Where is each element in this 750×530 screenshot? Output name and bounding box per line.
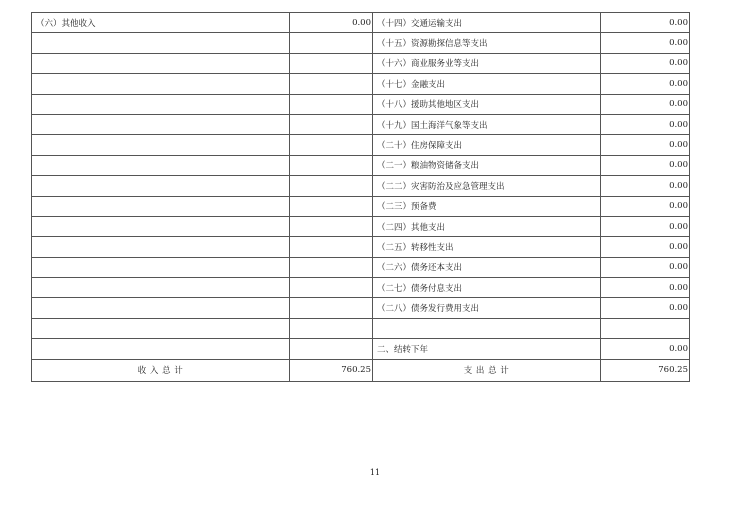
income-item-cell [32,318,290,338]
income-amount-cell [290,53,373,73]
income-amount-cell [290,196,373,216]
table-row [32,53,690,73]
expense-item-cell: （二五）转移性支出 [373,237,601,257]
expense-amount-cell: 0.00 [601,74,690,94]
income-item-cell [32,135,290,155]
income-amount-cell [290,257,373,277]
expense-item-cell: （十六）商业服务业等支出 [373,53,601,73]
table-row [32,74,690,94]
income-item-cell [32,257,290,277]
income-amount-cell [290,278,373,298]
expense-item-cell: （二六）债务还本支出 [373,257,601,277]
income-item-cell [32,278,290,298]
income-amount-cell [290,155,373,175]
income-amount-cell [290,339,373,359]
income-item-cell [32,196,290,216]
income-item-cell [32,298,290,318]
table-row [32,94,690,114]
income-item-cell [32,216,290,236]
income-amount-cell [290,33,373,53]
expense-total-amount: 760.25 [601,359,690,381]
expense-item-cell: （二三）预备费 [373,196,601,216]
table-row [32,176,690,196]
expense-item-cell: （十九）国土海洋气象等支出 [373,114,601,134]
income-amount-cell [290,135,373,155]
table-row [32,298,690,318]
expense-item-cell: （二一）粮油物资储备支出 [373,155,601,175]
expense-item-cell [373,318,601,338]
table-row [32,196,690,216]
expense-amount-cell: 0.00 [601,176,690,196]
expense-item-cell: （十七）金融支出 [373,74,601,94]
page-number: 11 [369,468,381,477]
income-item-cell [32,74,290,94]
budget-table [31,12,690,382]
expense-item-cell: 二、结转下年 [373,339,601,359]
table-row [32,155,690,175]
expense-amount-cell: 0.00 [601,278,690,298]
table-row [32,114,690,134]
expense-amount-cell: 0.00 [601,135,690,155]
expense-item-cell: （二十）住房保障支出 [373,135,601,155]
expense-item-cell: （二七）债务付息支出 [373,278,601,298]
expense-amount-cell: 0.00 [601,33,690,53]
expense-item-cell: （二八）债务发行费用支出 [373,298,601,318]
income-amount-cell [290,94,373,114]
expense-total-label: 支 出 总 计 [373,359,601,381]
table-row [32,216,690,236]
expense-amount-cell: 0.00 [601,114,690,134]
table-row [32,13,690,33]
expense-amount-cell [601,318,690,338]
expense-item-cell: （十五）资源勘探信息等支出 [373,33,601,53]
table-row [32,339,690,359]
expense-amount-cell: 0.00 [601,155,690,175]
expense-amount-cell: 0.00 [601,216,690,236]
income-amount-cell [290,74,373,94]
income-item-cell [32,176,290,196]
expense-amount-cell: 0.00 [601,237,690,257]
table-row [32,257,690,277]
income-total-amount: 760.25 [290,359,373,381]
expense-item-cell: （十八）援助其他地区支出 [373,94,601,114]
expense-item-cell: （十四）交通运输支出 [373,13,601,33]
expense-item-cell: （二四）其他支出 [373,216,601,236]
income-item-cell [32,114,290,134]
expense-amount-cell: 0.00 [601,94,690,114]
income-item-cell [32,33,290,53]
income-amount-cell [290,114,373,134]
income-total-label: 收 入 总 计 [32,359,290,381]
income-item-cell [32,155,290,175]
table-row [32,318,690,338]
expense-item-cell: （二二）灾害防治及应急管理支出 [373,176,601,196]
expense-amount-cell: 0.00 [601,53,690,73]
total-row [32,359,690,381]
expense-amount-cell: 0.00 [601,339,690,359]
table-row [32,237,690,257]
income-amount-cell [290,237,373,257]
table-row [32,278,690,298]
table-row [32,33,690,53]
income-amount-cell [290,216,373,236]
income-amount-cell [290,298,373,318]
budget-table-body [32,13,690,360]
expense-amount-cell: 0.00 [601,298,690,318]
income-amount-cell [290,318,373,338]
income-item-cell [32,339,290,359]
income-item-cell: （六）其他收入 [32,13,290,33]
income-amount-cell: 0.00 [290,13,373,33]
table-row [32,135,690,155]
expense-amount-cell: 0.00 [601,257,690,277]
income-item-cell [32,53,290,73]
income-amount-cell [290,176,373,196]
income-item-cell [32,237,290,257]
income-item-cell [32,94,290,114]
expense-amount-cell: 0.00 [601,196,690,216]
expense-amount-cell: 0.00 [601,13,690,33]
